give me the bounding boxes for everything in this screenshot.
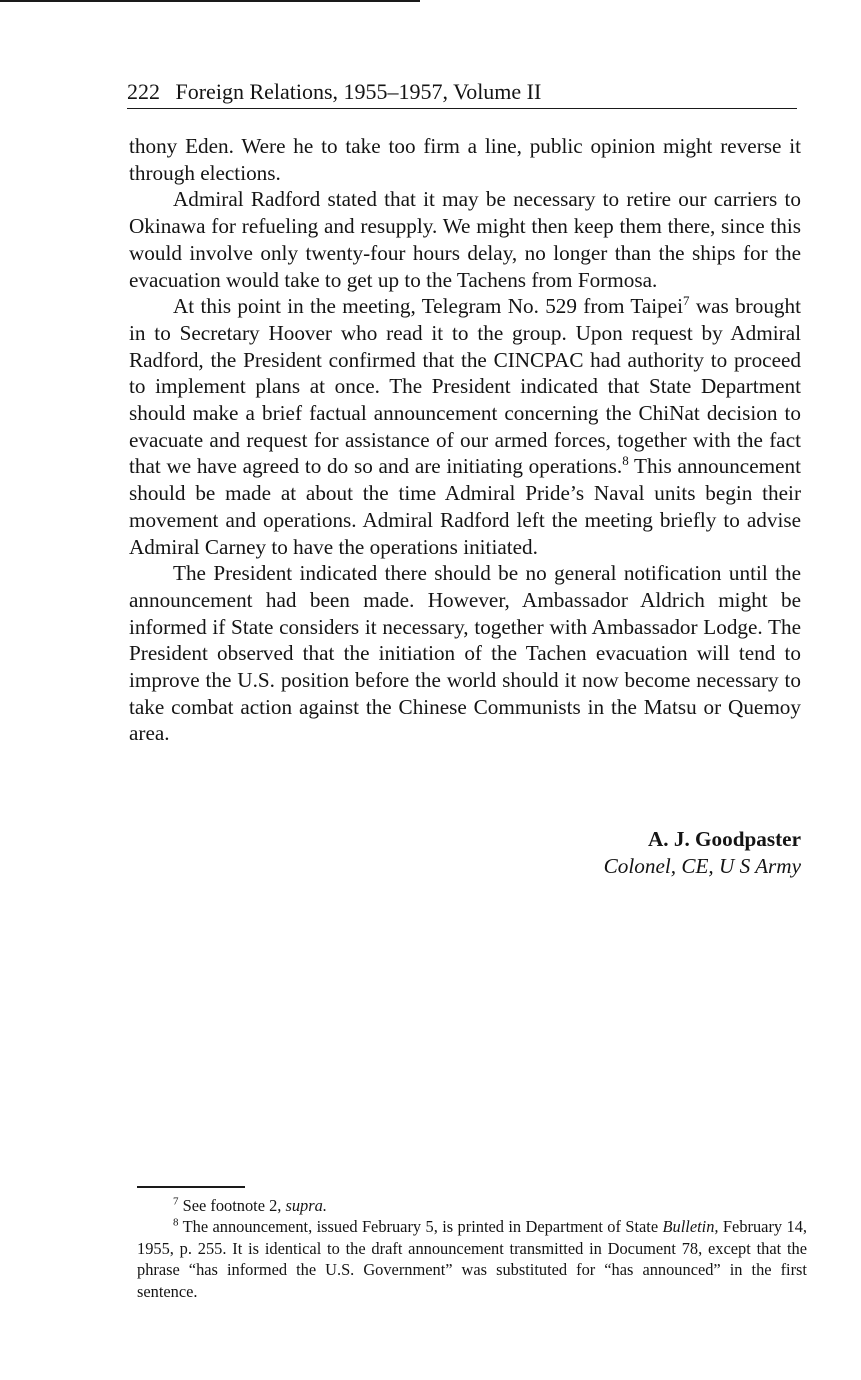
paragraph-3-part-a: At this point in the meeting, Telegram No. 529 from Taipei — [173, 294, 684, 319]
top-edge-rule — [0, 0, 420, 2]
footnote-ref-7[interactable]: 7 — [683, 293, 690, 309]
signature-name: A. J. Goodpaster — [647, 827, 801, 851]
running-header — [127, 78, 797, 109]
footnote-7-text: See footnote 2, — [178, 1196, 286, 1215]
footnote-divider — [137, 1186, 245, 1188]
footnote-7 — [137, 1195, 807, 1216]
footnote-8-italic: Bulletin, — [662, 1217, 719, 1237]
paragraph-2: Admiral Radford stated that it may be necessary to retire our carriers to Okinawa for refueling and resupply. We might then keep them there, since this would involve only twenty-four hours delay, no longer than the ships for the evacuation would take to get up to the Tachens from Formosa. — [129, 187, 801, 292]
paragraph-3-part-b: was brought in to Secretary Hoover who read it to the group. Upon request by Admiral Radford, the President confirmed that the CINCPAC had authority to proceed to implement plans at once. The President indicated that State Department should make a brief factual announcement concerning the ChiNat decision to evacuate and request for assistance of our armed forces, together with the fact that we have agreed to do so and are initiating operations. — [129, 294, 801, 479]
footnote-ref-8[interactable]: 8 — [622, 453, 629, 469]
footnote-8-number: 8 — [173, 1216, 179, 1229]
footnote-7-number: 7 — [173, 1195, 179, 1208]
footnote-8 — [137, 1216, 807, 1302]
paragraph-3-part-c: This announcement should be made at about the time Admiral Pride’s Naval units begin their movement and operations. Admiral Radford left the meeting briefly to advise Admiral Carney to have the operations initiated. — [129, 454, 801, 559]
footnotes — [137, 1195, 807, 1302]
footnote-7-italic: supra. — [285, 1196, 327, 1215]
page-number: 222 — [127, 79, 160, 104]
main-text — [129, 133, 801, 747]
footnote-8-text-a: The announcement, issued February 5, is printed in Department of State — [178, 1217, 663, 1237]
signature-title: Colonel, CE, U S Army — [603, 854, 801, 878]
running-title: Foreign Relations, 1955–1957, Volume II — [175, 79, 542, 104]
footnote-8-text-b: February 14, 1955, p. 255. It is identical to the draft announcement transmitted in Document 78, except that the phrase “has informed the U.S. Government” was substituted for “has announced” in the first sentence. — [137, 1217, 807, 1301]
signature-block — [604, 826, 801, 880]
paragraph-1: thony Eden. Were he to take too firm a line, public opinion might reverse it through elections. — [129, 134, 801, 185]
paragraph-3 — [129, 293, 801, 560]
paragraph-4: The President indicated there should be no general notification until the announcement had been made. However, Ambassador Aldrich might be informed if State considers it necessary, together with Ambassador Lodge. The President observed that the initiation of the Tachen evacuation will tend to improve the U.S. position before the world should it now become necessary to take combat action against the Chinese Communists in the Matsu or Quemoy area. — [129, 561, 801, 746]
